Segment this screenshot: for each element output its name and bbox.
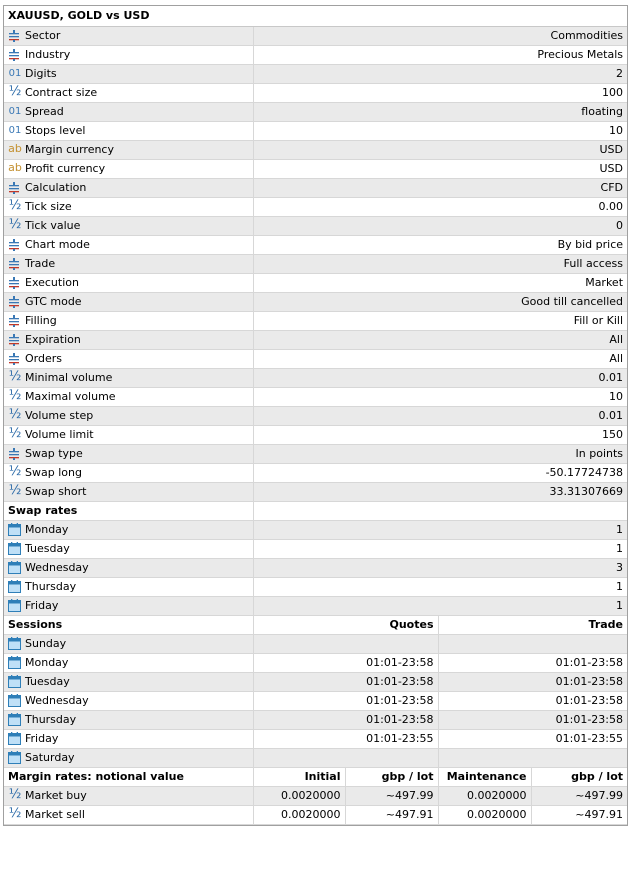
margin-type bbox=[4, 805, 253, 824]
maintenance-amount: ~497.99 bbox=[531, 786, 627, 805]
session-row-sunday[interactable] bbox=[4, 634, 627, 653]
section-header-sessions bbox=[4, 615, 627, 634]
session-row-wednesday[interactable] bbox=[4, 691, 627, 710]
property-label bbox=[4, 463, 253, 482]
property-label bbox=[4, 254, 253, 273]
fraction-icon: ½ bbox=[8, 464, 22, 480]
property-row-profit-currency[interactable] bbox=[4, 159, 627, 178]
property-label bbox=[4, 311, 253, 330]
day-name: Saturday bbox=[25, 750, 75, 764]
property-name: Tick value bbox=[25, 218, 81, 232]
quotes-session bbox=[253, 748, 438, 767]
session-row-thursday[interactable] bbox=[4, 710, 627, 729]
property-row-calculation[interactable] bbox=[4, 178, 627, 197]
property-label bbox=[4, 45, 253, 64]
property-row-margin-currency[interactable] bbox=[4, 140, 627, 159]
calendar-icon bbox=[8, 656, 22, 669]
calendar-icon bbox=[8, 694, 22, 707]
property-value: -50.17724738 bbox=[253, 463, 627, 482]
property-name: Volume limit bbox=[25, 427, 94, 441]
property-value: USD bbox=[253, 140, 627, 159]
session-day bbox=[4, 729, 253, 748]
property-name: Volume step bbox=[25, 408, 94, 422]
property-value: Fill or Kill bbox=[253, 311, 627, 330]
title-row bbox=[4, 6, 627, 26]
property-row-contract-size[interactable] bbox=[4, 83, 627, 102]
session-day bbox=[4, 691, 253, 710]
swap-multiplier: 1 bbox=[253, 577, 627, 596]
initial-rate: 0.0020000 bbox=[253, 786, 345, 805]
list-enum-icon bbox=[8, 315, 22, 327]
day-name: Sunday bbox=[25, 636, 67, 650]
quotes-session: 01:01-23:58 bbox=[253, 653, 438, 672]
day-name: Wednesday bbox=[25, 693, 89, 707]
day-name: Friday bbox=[25, 598, 59, 612]
property-value: 100 bbox=[253, 83, 627, 102]
property-row-minimal-volume[interactable] bbox=[4, 368, 627, 387]
property-row-swap-short[interactable] bbox=[4, 482, 627, 501]
property-label bbox=[4, 273, 253, 292]
property-label bbox=[4, 197, 253, 216]
column-header-maintenance-unit: gbp / lot bbox=[531, 767, 627, 786]
property-label bbox=[4, 292, 253, 311]
property-name: Swap long bbox=[25, 465, 82, 479]
margin-type bbox=[4, 786, 253, 805]
session-row-friday[interactable] bbox=[4, 729, 627, 748]
property-name: Chart mode bbox=[25, 238, 90, 251]
session-day bbox=[4, 672, 253, 691]
quotes-session bbox=[253, 634, 438, 653]
property-name: Digits bbox=[25, 67, 57, 80]
property-label bbox=[4, 26, 253, 45]
trade-session: 01:01-23:55 bbox=[438, 729, 627, 748]
session-row-saturday[interactable] bbox=[4, 748, 627, 767]
property-name: Minimal volume bbox=[25, 370, 113, 384]
maintenance-rate: 0.0020000 bbox=[438, 805, 531, 824]
maintenance-rate: 0.0020000 bbox=[438, 786, 531, 805]
quotes-session: 01:01-23:55 bbox=[253, 729, 438, 748]
calendar-icon bbox=[8, 542, 22, 555]
initial-amount: ~497.91 bbox=[345, 805, 438, 824]
calendar-icon bbox=[8, 713, 22, 726]
swap-rate-row-thursday[interactable] bbox=[4, 577, 627, 596]
property-name: Swap short bbox=[25, 484, 87, 498]
property-name: Tick size bbox=[25, 199, 72, 213]
property-row-industry[interactable] bbox=[4, 45, 627, 64]
swap-rate-row-wednesday[interactable] bbox=[4, 558, 627, 577]
list-enum-icon bbox=[8, 448, 22, 460]
property-row-digits[interactable] bbox=[4, 64, 627, 83]
property-name: Trade bbox=[25, 257, 56, 270]
property-name: Orders bbox=[25, 352, 62, 365]
property-value: 10 bbox=[253, 121, 627, 140]
property-value: All bbox=[253, 330, 627, 349]
day-name: Thursday bbox=[25, 712, 77, 726]
margin-label: Market buy bbox=[25, 788, 87, 802]
day-name: Tuesday bbox=[25, 674, 70, 688]
calendar-icon bbox=[8, 637, 22, 650]
property-name: Filling bbox=[25, 314, 57, 327]
property-label bbox=[4, 121, 253, 140]
day-name: Friday bbox=[25, 731, 59, 745]
list-enum-icon bbox=[8, 353, 22, 365]
margin-label: Market sell bbox=[25, 807, 85, 821]
property-label bbox=[4, 368, 253, 387]
property-label bbox=[4, 387, 253, 406]
fraction-icon: ½ bbox=[8, 483, 22, 499]
trade-session: 01:01-23:58 bbox=[438, 653, 627, 672]
section-title: Swap rates bbox=[4, 501, 253, 520]
swap-day bbox=[4, 577, 253, 596]
property-row-expiration[interactable] bbox=[4, 330, 627, 349]
column-header-initial-unit: gbp / lot bbox=[345, 767, 438, 786]
property-row-swap-type[interactable] bbox=[4, 444, 627, 463]
property-value: 2 bbox=[253, 64, 627, 83]
swap-multiplier: 1 bbox=[253, 596, 627, 615]
property-label bbox=[4, 83, 253, 102]
session-day bbox=[4, 748, 253, 767]
property-row-swap-long[interactable] bbox=[4, 463, 627, 482]
property-row-volume-limit[interactable] bbox=[4, 425, 627, 444]
fraction-icon: ½ bbox=[8, 787, 22, 803]
swap-multiplier: 1 bbox=[253, 539, 627, 558]
calendar-icon bbox=[8, 732, 22, 745]
property-name: Contract size bbox=[25, 85, 98, 99]
property-value: floating bbox=[253, 102, 627, 121]
specification-table bbox=[4, 6, 627, 825]
property-label bbox=[4, 178, 253, 197]
property-value: USD bbox=[253, 159, 627, 178]
property-name: Maximal volume bbox=[25, 389, 116, 403]
property-value: 0.00 bbox=[253, 197, 627, 216]
property-name: Calculation bbox=[25, 181, 87, 194]
list-enum-icon bbox=[8, 182, 22, 194]
list-enum-icon bbox=[8, 30, 22, 42]
integer-icon: 01 bbox=[8, 125, 22, 136]
fraction-icon: ½ bbox=[8, 198, 22, 214]
property-value: 0.01 bbox=[253, 406, 627, 425]
fraction-icon: ½ bbox=[8, 217, 22, 233]
property-row-gtc-mode[interactable] bbox=[4, 292, 627, 311]
section-header-margin-rates bbox=[4, 767, 627, 786]
property-name: Profit currency bbox=[25, 161, 106, 175]
fraction-icon: ½ bbox=[8, 84, 22, 100]
property-label bbox=[4, 102, 253, 121]
property-label bbox=[4, 482, 253, 501]
property-name: Execution bbox=[25, 276, 79, 289]
property-label bbox=[4, 406, 253, 425]
property-value: Full access bbox=[253, 254, 627, 273]
list-enum-icon bbox=[8, 277, 22, 289]
symbol-title: XAUUSD, GOLD vs USD bbox=[4, 6, 627, 26]
property-row-volume-step[interactable] bbox=[4, 406, 627, 425]
property-name: Sector bbox=[25, 29, 61, 42]
calendar-icon bbox=[8, 523, 22, 536]
integer-icon: 01 bbox=[8, 106, 22, 117]
swap-day bbox=[4, 539, 253, 558]
session-day bbox=[4, 634, 253, 653]
trade-session: 01:01-23:58 bbox=[438, 691, 627, 710]
property-value: 150 bbox=[253, 425, 627, 444]
property-row-stops-level[interactable] bbox=[4, 121, 627, 140]
property-value: Market bbox=[253, 273, 627, 292]
property-value: Precious Metals bbox=[253, 45, 627, 64]
list-enum-icon bbox=[8, 296, 22, 308]
empty-cell bbox=[253, 501, 627, 520]
fraction-icon: ½ bbox=[8, 388, 22, 404]
text-icon: ab bbox=[8, 161, 22, 175]
property-row-orders[interactable] bbox=[4, 349, 627, 368]
calendar-icon bbox=[8, 580, 22, 593]
swap-multiplier: 1 bbox=[253, 520, 627, 539]
swap-day bbox=[4, 520, 253, 539]
trade-session: 01:01-23:58 bbox=[438, 672, 627, 691]
trade-session bbox=[438, 634, 627, 653]
property-value: 0 bbox=[253, 216, 627, 235]
property-name: Stops level bbox=[25, 124, 86, 137]
property-row-maximal-volume[interactable] bbox=[4, 387, 627, 406]
property-label bbox=[4, 444, 253, 463]
fraction-icon: ½ bbox=[8, 426, 22, 442]
property-label bbox=[4, 64, 253, 83]
property-row-filling[interactable] bbox=[4, 311, 627, 330]
maintenance-amount: ~497.91 bbox=[531, 805, 627, 824]
property-value: All bbox=[253, 349, 627, 368]
section-title: Margin rates: notional value bbox=[4, 767, 253, 786]
column-header-initial: Initial bbox=[253, 767, 345, 786]
fraction-icon: ½ bbox=[8, 407, 22, 423]
section-title: Sessions bbox=[4, 615, 253, 634]
integer-icon: 01 bbox=[8, 68, 22, 79]
fraction-icon: ½ bbox=[8, 369, 22, 385]
swap-rate-row-tuesday[interactable] bbox=[4, 539, 627, 558]
swap-rate-row-monday[interactable] bbox=[4, 520, 627, 539]
quotes-session: 01:01-23:58 bbox=[253, 691, 438, 710]
property-name: GTC mode bbox=[25, 295, 82, 308]
list-enum-icon bbox=[8, 239, 22, 251]
day-name: Wednesday bbox=[25, 560, 89, 574]
calendar-icon bbox=[8, 599, 22, 612]
property-label bbox=[4, 159, 253, 178]
margin-row-market-buy[interactable] bbox=[4, 786, 627, 805]
text-icon: ab bbox=[8, 142, 22, 156]
property-label bbox=[4, 140, 253, 159]
property-label bbox=[4, 425, 253, 444]
swap-day bbox=[4, 596, 253, 615]
day-name: Monday bbox=[25, 655, 69, 669]
property-row-chart-mode[interactable] bbox=[4, 235, 627, 254]
swap-multiplier: 3 bbox=[253, 558, 627, 577]
column-header-quotes: Quotes bbox=[253, 615, 438, 634]
property-row-tick-size[interactable] bbox=[4, 197, 627, 216]
column-header-trade: Trade bbox=[438, 615, 627, 634]
quotes-session: 01:01-23:58 bbox=[253, 710, 438, 729]
property-label bbox=[4, 349, 253, 368]
property-value: 10 bbox=[253, 387, 627, 406]
property-label bbox=[4, 330, 253, 349]
day-name: Thursday bbox=[25, 579, 77, 593]
initial-amount: ~497.99 bbox=[345, 786, 438, 805]
property-row-execution[interactable] bbox=[4, 273, 627, 292]
property-value: 33.31307669 bbox=[253, 482, 627, 501]
property-value: CFD bbox=[253, 178, 627, 197]
day-name: Tuesday bbox=[25, 541, 70, 555]
quotes-session: 01:01-23:58 bbox=[253, 672, 438, 691]
list-enum-icon bbox=[8, 258, 22, 270]
property-label bbox=[4, 235, 253, 254]
list-enum-icon bbox=[8, 49, 22, 61]
session-day bbox=[4, 653, 253, 672]
property-value: In points bbox=[253, 444, 627, 463]
property-name: Swap type bbox=[25, 447, 83, 460]
initial-rate: 0.0020000 bbox=[253, 805, 345, 824]
property-name: Margin currency bbox=[25, 142, 114, 156]
swap-rate-row-friday[interactable] bbox=[4, 596, 627, 615]
column-header-maintenance: Maintenance bbox=[438, 767, 531, 786]
property-value: 0.01 bbox=[253, 368, 627, 387]
symbol-specification-panel bbox=[3, 5, 628, 826]
day-name: Monday bbox=[25, 522, 69, 536]
property-value: By bid price bbox=[253, 235, 627, 254]
calendar-icon bbox=[8, 751, 22, 764]
property-label bbox=[4, 216, 253, 235]
property-row-tick-value[interactable] bbox=[4, 216, 627, 235]
list-enum-icon bbox=[8, 334, 22, 346]
swap-day bbox=[4, 558, 253, 577]
fraction-icon: ½ bbox=[8, 806, 22, 822]
session-row-monday[interactable] bbox=[4, 653, 627, 672]
property-name: Spread bbox=[25, 105, 64, 118]
margin-row-market-sell[interactable] bbox=[4, 805, 627, 824]
property-row-spread[interactable] bbox=[4, 102, 627, 121]
calendar-icon bbox=[8, 561, 22, 574]
property-name: Industry bbox=[25, 48, 71, 61]
trade-session bbox=[438, 748, 627, 767]
property-name: Expiration bbox=[25, 333, 81, 346]
session-day bbox=[4, 710, 253, 729]
property-value: Good till cancelled bbox=[253, 292, 627, 311]
property-value: Commodities bbox=[253, 26, 627, 45]
property-row-trade[interactable] bbox=[4, 254, 627, 273]
section-header-swap-rates bbox=[4, 501, 627, 520]
calendar-icon bbox=[8, 675, 22, 688]
trade-session: 01:01-23:58 bbox=[438, 710, 627, 729]
session-row-tuesday[interactable] bbox=[4, 672, 627, 691]
property-row-sector[interactable] bbox=[4, 26, 627, 45]
